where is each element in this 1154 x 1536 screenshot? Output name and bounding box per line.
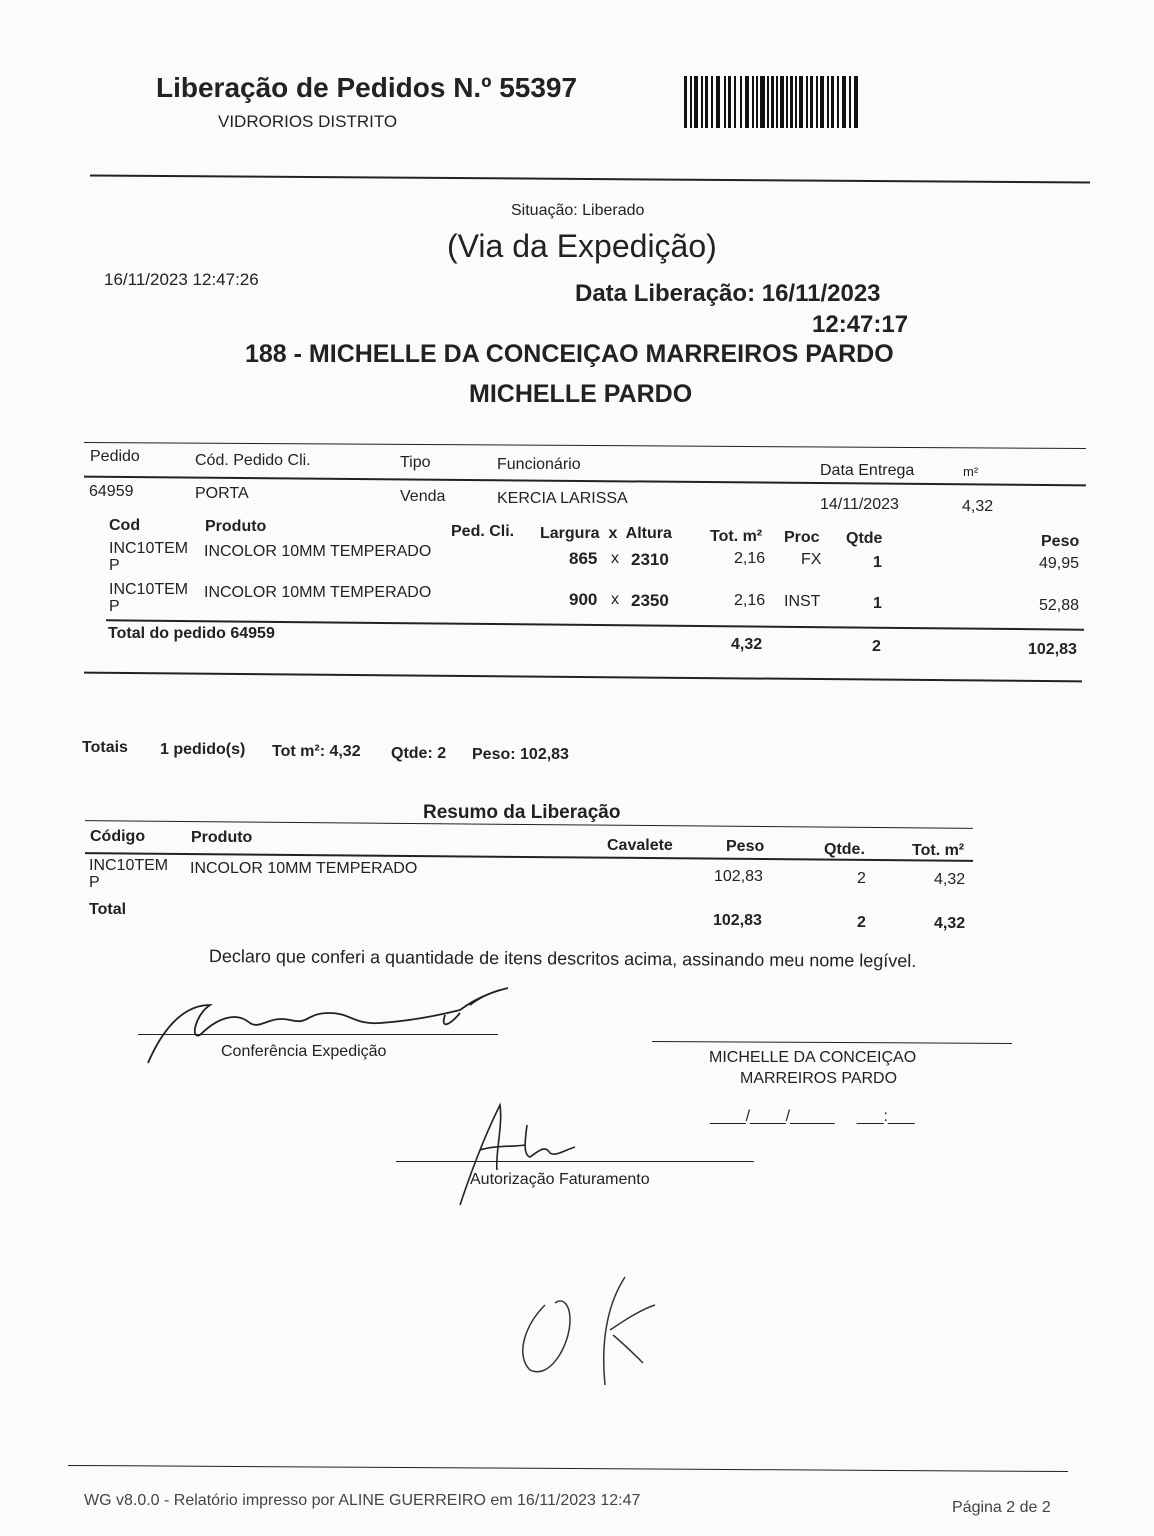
resumo-col-tot-m2: Tot. m² bbox=[912, 842, 965, 859]
col-tipo: Tipo bbox=[400, 454, 431, 471]
m2-value: 4,32 bbox=[962, 498, 994, 515]
resumo-tot-m2: 4,32 bbox=[934, 871, 966, 888]
header-divider bbox=[90, 175, 1090, 184]
items-col-largura-altura: Largura x Altura bbox=[540, 525, 672, 542]
items-col-cod: Cod bbox=[109, 517, 141, 534]
order-total-peso: 102,83 bbox=[1028, 641, 1077, 658]
resumo-qtde: 2 bbox=[857, 870, 866, 887]
barcode bbox=[684, 76, 860, 128]
item-produto: INCOLOR 10MM TEMPERADO bbox=[204, 543, 432, 560]
pedido-value: 64959 bbox=[89, 483, 134, 500]
item-largura: 865 bbox=[569, 549, 598, 568]
conferencia-label: Conferência Expedição bbox=[221, 1043, 387, 1060]
resumo-codigo-part2: P bbox=[89, 874, 100, 891]
item-cod-part2: P bbox=[109, 598, 120, 615]
resumo-total-peso: 102,83 bbox=[713, 912, 762, 929]
footer-page: Página 2 de 2 bbox=[952, 1499, 1051, 1516]
resumo-col-codigo: Código bbox=[90, 828, 146, 845]
totais-label: Totais bbox=[82, 739, 128, 756]
date-placeholder: ____/____/_____ ___:___ bbox=[710, 1108, 915, 1125]
order-bottom-line bbox=[84, 672, 1082, 683]
table-row bbox=[109, 540, 188, 574]
client-signature-name-2: MARREIROS PARDO bbox=[740, 1070, 898, 1087]
item-peso: 52,88 bbox=[1039, 597, 1080, 614]
resumo-col-cavalete: Cavalete bbox=[607, 837, 673, 854]
item-x: x bbox=[611, 591, 619, 608]
items-col-ped-cli: Ped. Cli. bbox=[451, 523, 515, 540]
totais-m2: Tot m²: 4,32 bbox=[272, 743, 361, 760]
resumo-peso: 102,83 bbox=[714, 868, 763, 885]
via-label: (Via da Expedição) bbox=[447, 228, 717, 264]
data-liberacao-time: 12:47:17 bbox=[812, 311, 909, 338]
declaration-text: Declaro que conferi a quantidade de itens descritos acima, assinando meu nome legível. bbox=[208, 946, 917, 971]
resumo-total-tot-m2: 4,32 bbox=[934, 915, 966, 932]
resumo-col-peso: Peso bbox=[726, 838, 765, 855]
order-total-label: Total do pedido 64959 bbox=[108, 625, 275, 642]
item-proc: INST bbox=[784, 593, 821, 610]
col-m2: m² bbox=[963, 464, 979, 479]
totais-pedidos: 1 pedido(s) bbox=[160, 741, 246, 758]
item-tot-m2: 2,16 bbox=[734, 592, 766, 609]
item-cod-part1: INC10TEM bbox=[109, 581, 189, 598]
item-cod-part2: P bbox=[109, 557, 120, 574]
item-largura: 900 bbox=[569, 590, 598, 609]
items-col-peso: Peso bbox=[1041, 533, 1080, 550]
report-title: Liberação de Pedidos N.º 55397 bbox=[156, 72, 578, 103]
cod-pedido-cli-value: PORTA bbox=[195, 485, 249, 502]
resumo-col-produto: Produto bbox=[191, 829, 253, 846]
handwritten-ok bbox=[515, 1275, 665, 1390]
company-name: VIDRORIOS DISTRITO bbox=[218, 112, 398, 131]
items-col-tot-m2: Tot. m² bbox=[710, 528, 763, 545]
order-total-m2: 4,32 bbox=[731, 636, 763, 653]
item-x: x bbox=[611, 550, 619, 567]
resumo-total-qtde: 2 bbox=[857, 914, 866, 931]
data-liberacao: Data Liberação: 16/11/2023 bbox=[575, 280, 881, 307]
col-cod-pedido-cli: Cód. Pedido Cli. bbox=[195, 452, 311, 469]
item-cod-part1: INC10TEM bbox=[109, 540, 189, 557]
resumo-title: Resumo da Liberação bbox=[423, 802, 621, 823]
col-funcionario: Funcionário bbox=[497, 456, 581, 473]
order-table-top-line bbox=[84, 442, 1086, 449]
printed-datetime: 16/11/2023 12:47:26 bbox=[104, 270, 259, 289]
totais-qtde: Qtde: 2 bbox=[391, 745, 447, 762]
resumo-col-qtde: Qtde. bbox=[824, 841, 865, 858]
items-col-qtde: Qtde bbox=[846, 530, 883, 547]
client-short-name: MICHELLE PARDO bbox=[469, 380, 693, 408]
item-produto: INCOLOR 10MM TEMPERADO bbox=[204, 584, 432, 601]
footer-line bbox=[68, 1465, 1068, 1472]
item-peso: 49,95 bbox=[1039, 555, 1080, 572]
item-altura: 2350 bbox=[631, 591, 669, 610]
col-pedido: Pedido bbox=[90, 448, 140, 465]
footer-printed-by: WG v8.0.0 - Relatório impresso por ALINE GUERREIRO em 16/11/2023 12:47 bbox=[84, 1492, 641, 1509]
table-row bbox=[89, 857, 168, 891]
table-row bbox=[109, 581, 188, 615]
order-total-qtde: 2 bbox=[872, 638, 881, 655]
resumo-total-label: Total bbox=[89, 901, 127, 918]
items-col-proc: Proc bbox=[784, 529, 820, 546]
autorizacao-signature bbox=[455, 1095, 595, 1215]
conferencia-line bbox=[138, 1034, 498, 1035]
item-tot-m2: 2,16 bbox=[734, 550, 766, 567]
resumo-produto: INCOLOR 10MM TEMPERADO bbox=[190, 860, 418, 877]
item-qtde: 1 bbox=[873, 554, 882, 571]
autorizacao-label: Autorização Faturamento bbox=[470, 1171, 650, 1188]
item-qtde: 1 bbox=[873, 595, 882, 612]
autorizacao-line bbox=[396, 1161, 754, 1162]
client-name: 188 - MICHELLE DA CONCEIÇAO MARREIROS PARDO bbox=[245, 340, 894, 368]
items-col-produto: Produto bbox=[205, 518, 267, 535]
client-signature-name-1: MICHELLE DA CONCEIÇAO bbox=[709, 1049, 917, 1066]
resumo-codigo-part1: INC10TEM bbox=[89, 857, 169, 874]
data-entrega-value: 14/11/2023 bbox=[820, 496, 899, 513]
item-proc: FX bbox=[801, 551, 822, 568]
col-data-entrega: Data Entrega bbox=[820, 462, 915, 479]
totais-peso: Peso: 102,83 bbox=[472, 746, 569, 763]
item-altura: 2310 bbox=[631, 550, 669, 569]
client-signature-line bbox=[652, 1041, 1012, 1044]
tipo-value: Venda bbox=[400, 488, 446, 505]
funcionario-value: KERCIA LARISSA bbox=[497, 490, 628, 507]
situacao-label: Situação: Liberado bbox=[511, 202, 645, 219]
